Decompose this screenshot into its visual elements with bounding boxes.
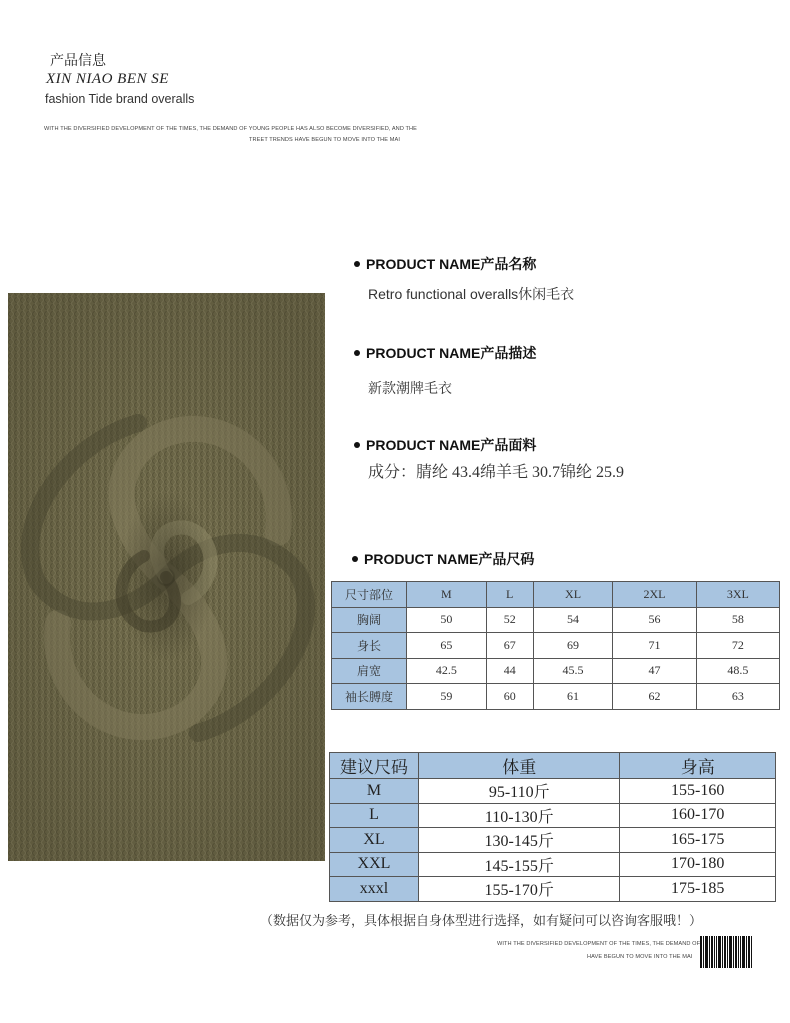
table-row [332, 658, 780, 684]
table-header-cell: XL [533, 582, 613, 608]
table-cell: M [330, 779, 419, 804]
table-header-cell: L [486, 582, 533, 608]
table-cell: 69 [533, 633, 613, 659]
table-header-cell: 3XL [696, 582, 779, 608]
table-row [330, 877, 776, 902]
table-cell: 54 [533, 607, 613, 633]
bullet-icon [352, 556, 358, 562]
bullet-icon [354, 261, 360, 267]
section-product-size [352, 549, 534, 569]
table-row [330, 803, 776, 828]
table-cell: 59 [407, 684, 487, 710]
product-name-value: Retro functional overalls休闲毛衣 [368, 286, 575, 302]
table-header-cell: 2XL [613, 582, 696, 608]
table-row [330, 779, 776, 804]
tagline: fashion Tide brand overalls [45, 92, 195, 106]
fine-print-top-1: WITH THE DIVERSIFIED DEVELOPMENT OF THE TIMES, THE DEMAND OF YOUNG PEOPLE HAS ALSO BECOME DIVERSIFIED, AND THE [44, 126, 418, 132]
table-header-cell: 身高 [620, 753, 776, 779]
table-cell: 165-175 [620, 828, 776, 853]
table-row [332, 633, 780, 659]
barcode-icon [700, 936, 752, 968]
knit-fabric-swirl-icon [8, 293, 325, 861]
table-cell: 身长 [332, 633, 407, 659]
table-cell: 47 [613, 658, 696, 684]
table-cell: 71 [613, 633, 696, 659]
disclaimer-note: （数据仅为参考，具体根据自身体型进行选择，如有疑问可以咨询客服哦！） [260, 913, 703, 928]
size-recommendation-table [329, 752, 776, 902]
table-row [330, 852, 776, 877]
table-cell: 155-160 [620, 779, 776, 804]
table-cell: 44 [486, 658, 533, 684]
bullet-icon [354, 442, 360, 448]
fine-print-bottom-2: HAVE BEGUN TO MOVE INTO THE MAI [587, 954, 693, 960]
table-cell: 42.5 [407, 658, 487, 684]
table-cell: 110-130斤 [419, 803, 620, 828]
table-cell: 48.5 [696, 658, 779, 684]
table-header-cell: M [407, 582, 487, 608]
table-cell: 145-155斤 [419, 852, 620, 877]
table-cell: 130-145斤 [419, 828, 620, 853]
table-header-cell: 体重 [419, 753, 620, 779]
table-row [330, 828, 776, 853]
table-header-row [330, 753, 776, 779]
table-cell: xxxl [330, 877, 419, 902]
table-cell: XL [330, 828, 419, 853]
table-header-cell: 建议尺码 [330, 753, 419, 779]
section-product-description [354, 343, 536, 363]
table-cell: 45.5 [533, 658, 613, 684]
brand-name: XIN NIAO BEN SE [46, 71, 169, 87]
table-cell: 袖长膊度 [332, 684, 407, 710]
table-header-row [332, 582, 780, 608]
section-title: PRODUCT NAME产品尺码 [364, 551, 535, 567]
table-cell: 160-170 [620, 803, 776, 828]
product-fabric-value: 成分：腈纶 43.4绵羊毛 30.7锦纶 25.9 [368, 464, 625, 481]
table-cell: 62 [613, 684, 696, 710]
table-cell: 72 [696, 633, 779, 659]
table-header-cell: 尺寸部位 [332, 582, 407, 608]
table-cell: 58 [696, 607, 779, 633]
table-cell: 175-185 [620, 877, 776, 902]
table-cell: 肩宽 [332, 658, 407, 684]
section-product-fabric [354, 435, 536, 455]
table-row [332, 684, 780, 710]
table-cell: 65 [407, 633, 487, 659]
table-cell: L [330, 803, 419, 828]
table-cell: 67 [486, 633, 533, 659]
table-cell: 63 [696, 684, 779, 710]
section-title: PRODUCT NAME产品名称 [366, 256, 537, 272]
table-cell: 170-180 [620, 852, 776, 877]
info-title: 产品信息 [50, 52, 106, 68]
table-cell: 52 [486, 607, 533, 633]
table-cell: 61 [533, 684, 613, 710]
table-cell: 60 [486, 684, 533, 710]
bullet-icon [354, 350, 360, 356]
fine-print-bottom-1: WITH THE DIVERSIFIED DEVELOPMENT OF THE TIMES, THE DEMAND OF [497, 941, 701, 947]
table-row [332, 607, 780, 633]
table-cell: 胸阔 [332, 607, 407, 633]
fabric-swatch-image [8, 293, 325, 861]
fine-print-top-2: TREET TRENDS HAVE BEGUN TO MOVE INTO THE MAI [249, 137, 401, 143]
table-cell: 50 [407, 607, 487, 633]
table-cell: 155-170斤 [419, 877, 620, 902]
product-description-value: 新款潮牌毛衣 [368, 380, 452, 396]
table-cell: 95-110斤 [419, 779, 620, 804]
table-cell: 56 [613, 607, 696, 633]
section-title: PRODUCT NAME产品描述 [366, 345, 537, 361]
size-table [331, 581, 780, 710]
section-product-name [354, 254, 536, 274]
table-cell: XXL [330, 852, 419, 877]
section-title: PRODUCT NAME产品面料 [366, 437, 537, 453]
